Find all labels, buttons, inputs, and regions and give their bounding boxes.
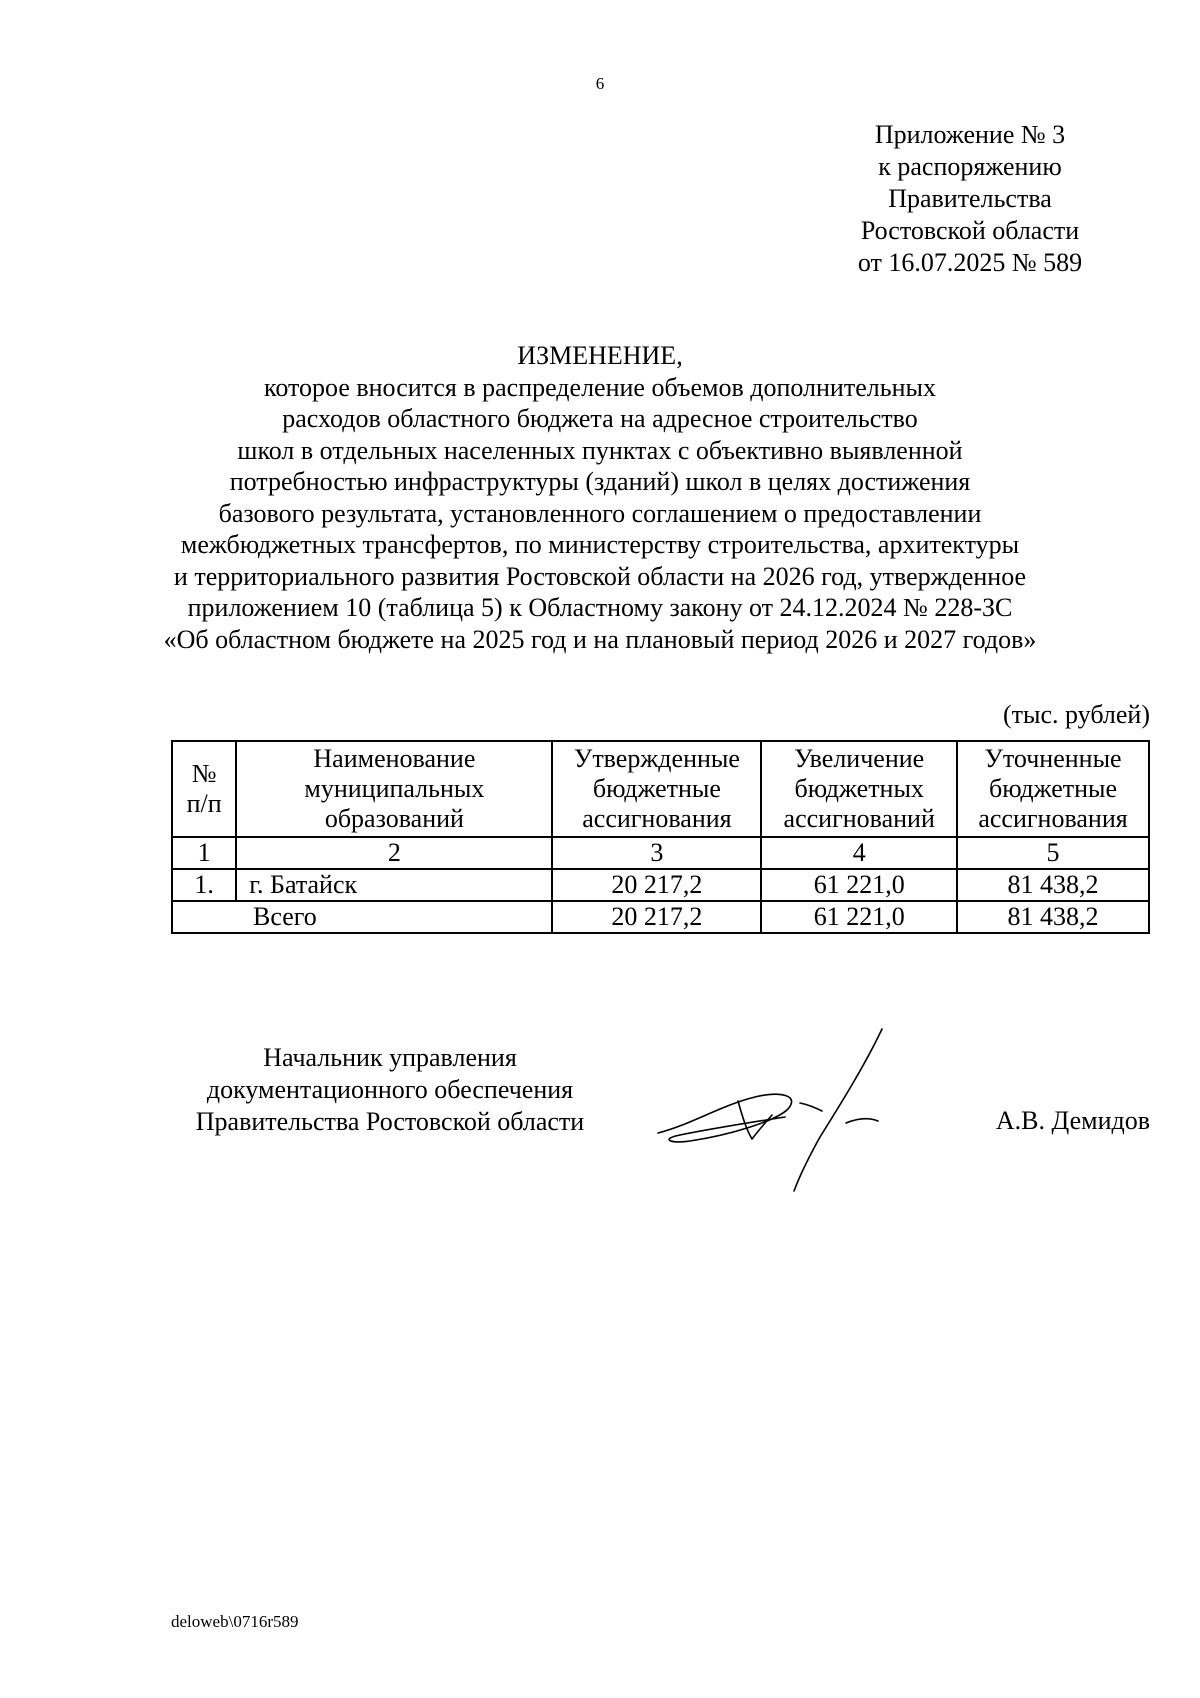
page-number: 6 — [595, 74, 605, 93]
signer-line: Начальник управления — [263, 1043, 517, 1072]
appendix-line: Ростовской области — [860, 216, 1080, 245]
row-increase: 61 221,0 — [761, 869, 957, 901]
row-number: 1. — [172, 869, 236, 901]
handwritten-signature — [650, 1025, 940, 1195]
units-label: (тыс. рублей) — [1002, 700, 1150, 729]
budget-table — [171, 740, 1150, 934]
title-line: приложением 10 (таблица 5) к Областному закону от 24.12.2024 № 228-ЗС — [187, 593, 1013, 622]
total-label: Всего — [172, 901, 552, 933]
title-line: школ в отдельных населенных пунктах с объективно выявленной — [237, 435, 963, 465]
appendix-line: Приложение № 3 — [874, 120, 1066, 149]
signer-name: А.В. Демидов — [995, 1106, 1150, 1135]
appendix-line: Правительства — [888, 184, 1052, 213]
column-number: 1 — [172, 837, 236, 869]
table-numbering-row — [172, 837, 1149, 869]
column-number: 2 — [236, 837, 552, 869]
header-approved: Утвержденные бюджетные ассигнования — [552, 741, 761, 837]
document-title — [120, 340, 1080, 655]
title-line: которое вносится в распределение объемов дополнительных — [264, 372, 936, 402]
signer-line: документационного обеспечения — [206, 1075, 574, 1104]
column-number: 4 — [761, 837, 957, 869]
header-refined: Уточненные бюджетные ассигнования — [957, 741, 1149, 837]
header-municipality: Наименование муниципальных образований — [236, 741, 552, 837]
signer-line: Правительства Ростовской области — [195, 1107, 585, 1136]
table-row — [172, 869, 1149, 901]
header-increase: Увеличение бюджетных ассигнований — [761, 741, 957, 837]
title-line: «Об областном бюджете на 2025 год и на плановый период 2026 и 2027 годов» — [163, 624, 1037, 654]
title-line: и территориального развития Ростовской области на 2026 год, утвержденное — [173, 561, 1027, 591]
signer-position — [160, 1042, 620, 1138]
appendix-line: к распоряжению — [878, 152, 1062, 181]
column-number: 5 — [957, 837, 1149, 869]
title-heading: ИЗМЕНЕНИЕ, — [517, 341, 683, 370]
header-number: № п/п — [172, 741, 236, 837]
row-refined: 81 438,2 — [957, 869, 1149, 901]
table-header-row — [172, 741, 1149, 837]
table-total-row — [172, 901, 1149, 933]
total-increase: 61 221,0 — [761, 901, 957, 933]
column-number: 3 — [552, 837, 761, 869]
total-refined: 81 438,2 — [957, 901, 1149, 933]
title-line: межбюджетных трансфертов, по министерству строительства, архитектуры — [180, 530, 1020, 559]
row-municipality: г. Батайск — [236, 869, 552, 901]
appendix-line: от 16.07.2025 № 589 — [857, 248, 1083, 277]
title-line: базового результата, установленного соглашением о предоставлении — [218, 498, 982, 528]
title-line: расходов областного бюджета на адресное строительство — [282, 404, 918, 433]
total-approved: 20 217,2 — [552, 901, 761, 933]
row-approved: 20 217,2 — [552, 869, 761, 901]
appendix-block — [820, 119, 1120, 279]
title-line: потребностью инфраструктуры (зданий) школ в целях достижения — [229, 467, 971, 496]
footer-code: deloweb\0716r589 — [171, 1612, 299, 1631]
